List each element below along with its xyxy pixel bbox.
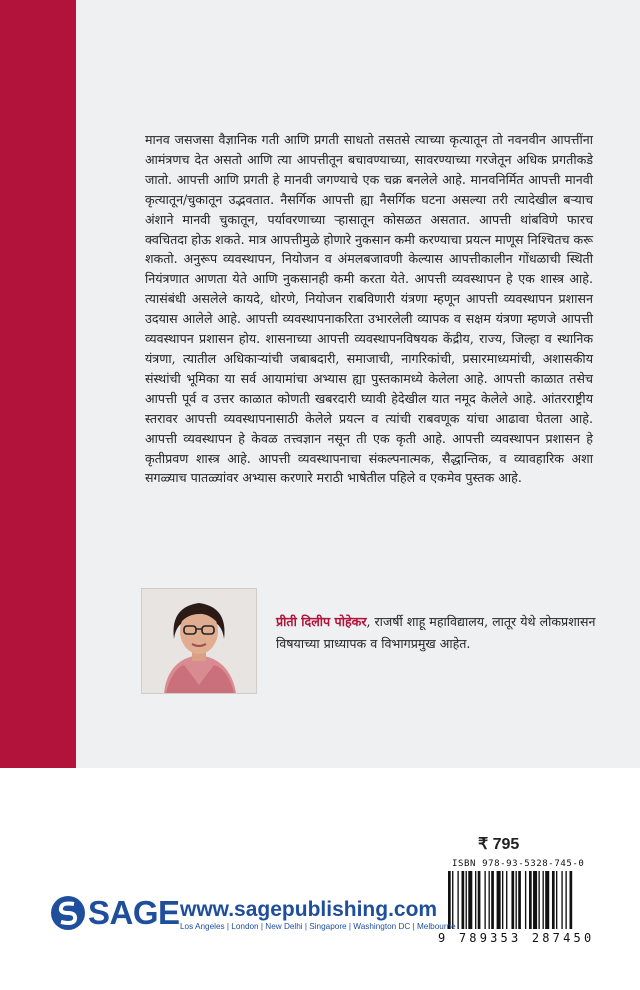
publisher-name: SAGE	[88, 894, 180, 931]
barcode-bar	[491, 871, 494, 929]
spine-strip	[0, 0, 76, 768]
barcode-bar	[452, 871, 453, 929]
barcode-bar	[497, 871, 501, 929]
blurb-text: मानव जसजसा वैज्ञानिक गती आणि प्रगती साधतो तसतसे त्याच्या कृत्यातून तो नवनवीन आपत्तींना आमंत्रणच देत असतो आणि त्या आपत्तीतून बचावण्याच्या, सावरण्याच्या गरजेतून अधिक प्रगतीकडे जातो. आपत्ती आणि प्रगती हे मानवी जगण्याचे एक चक्र बनलेले आहे. मानवनिर्मित आपत्ती मानवी कृत्यातून/चुकातून उद्भवतात. नैसर्गिक आपत्ती ह्या नैसर्गिक घटना असल्या तरी त्यादेखील बऱ्याच अंशाने मानवी चुकातून, पर्यावरणाच्या ऱ्हासातून कोसळत असतात. आपत्ती थांबविणे फारच क्वचितदा होऊ शकते. मात्र आपत्तीमुळे होणारे नुकसान कमी करण्याचा प्रयत्न माणूस निश्चितच करू शकतो. अनुरूप व्यवस्थापन, नियोजन व अंमलबजावणी केल्यास आपत्तीकालीन गोंधळाची स्थिती नियंत्रणात आणता येते आणि नुकसानही कमी करता येते. आपत्ती व्यवस्थापन हे एक शास्त्र आहे. त्यासंबंधी असलेले कायदे, धोरणे, नियोजन राबविणारी यंत्रणा म्हणून आपत्ती व्यवस्थापन प्रशासन उदयास आलेले आहे. आपत्ती व्यवस्थापनाकरिता उभारलेली व्यापक व सक्षम यंत्रणा म्हणजे आपत्ती व्यवस्थापन प्रशासन होय. शासनाच्या आपत्ती व्यवस्थापनविषयक केंद्रीय, राज्य, जिल्हा व स्थानिक यंत्रणा, त्यातील अधिकाऱ्यांची जबाबदारी, समाजाची, नागरिकांची, प्रसारमाध्यमांची, अशासकीय संस्थांची भूमिका या सर्व आयामांचा अभ्यास ह्या पुस्तकामध्ये केलेला आहे. आपत्ती काळात तसेच आपत्ती पूर्व व उत्तर काळात कोणती खबरदारी घ्यावी हेदेखील यात नमूद केलेले आहे. आंतरराष्ट्रीय स्तरावर आपत्ती व्यवस्थापनासाठी केलेले प्रयत्न व त्यांची राबवणूक यांचा आढावा घेतला आहे. आपत्ती व्यवस्थापन हे केवळ तत्त्वज्ञान नसून ती एक कृती आहे. आपत्ती व्यवस्थापन प्रशासन हे कृतीप्रवण शास्त्र आहे. आपत्ती व्यवस्थापनाचा संकल्पनात्मक, सैद्धान्तिक, व व्यावहारिक अशा सगळ्याच पातळ्यांवर अभ्यास करणारे मराठी भाषेतील पहिले व एकमेव पुस्तक आहे.	[145, 132, 593, 486]
barcode-bar	[506, 871, 507, 929]
barcode-bar	[533, 871, 537, 929]
barcode-digits: 9 789353 287450	[438, 931, 595, 945]
barcode-bar	[545, 871, 549, 929]
barcode-bar	[570, 871, 573, 929]
sage-globe-icon	[50, 895, 86, 931]
price-label: ₹ 795	[478, 836, 520, 853]
barcode-bar	[516, 871, 517, 929]
barcode-bar	[518, 871, 521, 929]
barcode-bar	[561, 871, 562, 929]
barcode-bar	[448, 871, 451, 929]
barcode-bar	[475, 871, 476, 929]
barcode-bar	[489, 871, 490, 929]
barcode-bar	[468, 871, 472, 929]
barcode-bar	[502, 871, 503, 929]
isbn-barcode	[444, 871, 624, 931]
publisher-url[interactable]: www.sagepublishing.com	[180, 898, 438, 921]
barcode-bar	[565, 871, 566, 929]
isbn-label: ISBN 978-93-5328-745-0	[452, 859, 585, 869]
barcode-bar	[511, 871, 514, 929]
barcode-bar	[466, 871, 467, 929]
publisher-cities: Los Angeles | London | New Delhi | Singapore | Washington DC | Melbourne	[180, 922, 456, 931]
barcode-bar	[543, 871, 544, 929]
barcode-bar	[556, 871, 557, 929]
barcode-bar	[457, 871, 458, 929]
author-bio	[276, 611, 606, 655]
author-name: प्रीती दिलीप पोहेकर	[276, 614, 367, 629]
barcode-bar	[478, 871, 481, 929]
author-photo	[141, 588, 257, 694]
author-bio-text: , राजर्षी शाहू महाविद्यालय, लातूर येथे लोकप्रशासन विषयाच्या प्राध्यापक व विभागप्रमुख आहेत.	[276, 614, 596, 651]
barcode-bar	[462, 871, 465, 929]
barcode-bar	[484, 871, 485, 929]
barcode-bar	[529, 871, 532, 929]
barcode-bar	[525, 871, 526, 929]
barcode-bar	[538, 871, 539, 929]
barcode-bar	[552, 871, 555, 929]
